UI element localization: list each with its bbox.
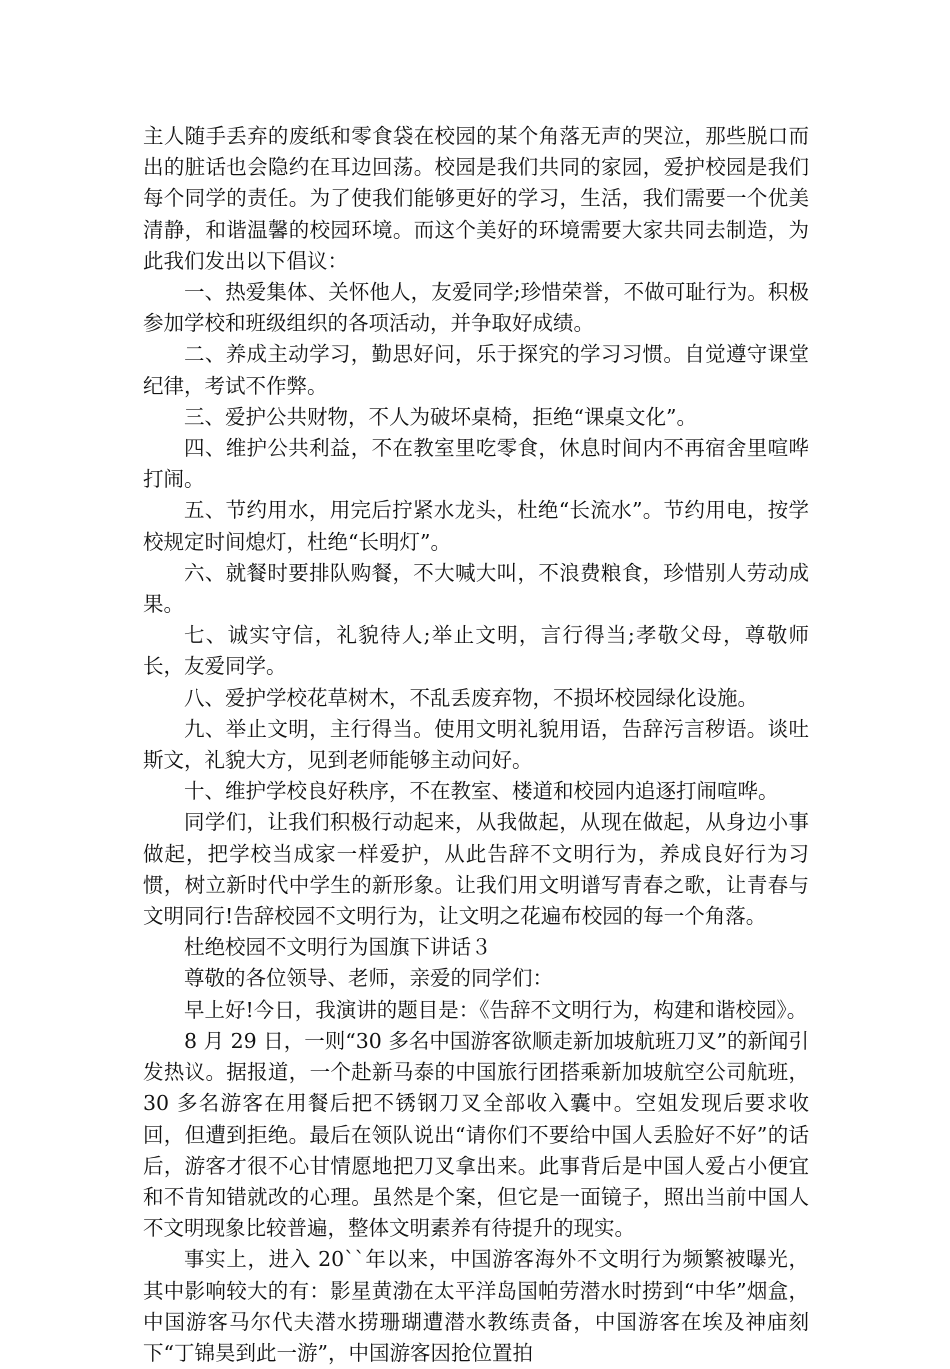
document-page [143, 121, 809, 1369]
proposal-item-4: 四、维护公共利益，不在教室里吃零食，休息时间内不再宿舍里喧哗打闹。 [143, 436, 809, 492]
section-title: 杜绝校园不文明行为国旗下讲话３ [184, 935, 492, 960]
closing-paragraph: 同学们，让我们积极行动起来，从我做起，从现在做起，从身边小事做起，把学校当成家一样爱护，从此告辞不文明行为，养成良好行为习惯，树立新时代中学生的新形象。让我们用文明谱写青春之歌，让青春与文明同行!告辞校园不文明行为，让文明之花遍布校园的每一个角落。 [143, 810, 809, 929]
paragraph: 事实上，进入 20``年以来，中国游客海外不文明行为频繁被曝光，其中影响较大的有：影星黄渤在太平洋岛国帕劳潜水时捞到“中华”烟盒，中国游客马尔代夫潜水捞珊瑚遭潜水教练责备，中国游客在埃及神庙刻下“丁锦昊到此一游”，中国游客因抢位置拍 [143, 1247, 809, 1365]
proposal-item-3: 三、爱护公共财物，不人为破坏桌椅，拒绝“课桌文化”。 [184, 404, 697, 429]
proposal-item-2: 二、养成主动学习，勤思好问，乐于探究的学习习惯。自觉遵守课堂纪律，考试不作弊。 [143, 342, 809, 398]
paragraph: 主人随手丢弃的废纸和零食袋在校园的某个角落无声的哭泣，那些脱口而出的脏话也会隐约在耳边回荡。校园是我们共同的家园，爱护校园是我们每个同学的责任。为了使我们能够更好的学习，生活，我们需要一个优美清静，和谐温馨的校园环境。而这个美好的环境需要大家共同去制造，为此我们发出以下倡议： [143, 124, 809, 273]
proposal-item-8: 八、爱护学校花草树木，不乱丢废弃物，不损坏校园绿化设施。 [184, 685, 758, 710]
paragraph: 8 月 29 日，一则“30 多名中国游客欲顺走新加坡航班刀叉”的新闻引发热议。据报道，一个赴新马泰的中国旅行团搭乘新加坡航空公司航班，30 多名游客在用餐后把不锈钢刀叉全部收入囊中。空姐发现后要求收回，但遭到拒绝。最后在领队说出“请你们不要给中国人丢脸好不好”的话后，游客才很不心甘情愿地把刀叉拿出来。此事背后是中国人爱占小便宜和不肯知错就改的心理。虽然是个案，但它是一面镜子，照出当前中国人不文明现象比较普遍，整体文明素养有待提升的现实。 [143, 1028, 809, 1241]
proposal-item-7: 七、诚实守信，礼貌待人;举止文明，言行得当;孝敬父母，尊敬师长，友爱同学。 [143, 623, 809, 679]
proposal-item-9: 九、举止文明，主行得当。使用文明礼貌用语，告辞污言秽语。谈吐斯文，礼貌大方，见到老师能够主动问好。 [143, 716, 809, 773]
greeting: 早上好!今日，我演讲的题目是：《告辞不文明行为，构建和谐校园》。 [184, 997, 808, 1022]
proposal-item-10: 十、维护学校良好秩序，不在教室、楼道和校园内追逐打闹喧哗。 [184, 779, 779, 804]
proposal-item-5: 五、节约用水，用完后拧紧水龙头，杜绝“长流水”。节约用电，按学校规定时间熄灯，杜绝“长明灯”。 [143, 498, 809, 554]
salutation: 尊敬的各位领导、老师，亲爱的同学们： [184, 966, 553, 991]
proposal-item-6: 六、就餐时要排队购餐，不大喊大叫，不浪费粮食，珍惜别人劳动成果。 [143, 560, 809, 617]
proposal-item-1: 一、热爱集体、关怀他人，友爱同学;珍惜荣誉，不做可耻行为。积极参加学校和班级组织的各项活动，并争取好成绩。 [143, 280, 809, 336]
